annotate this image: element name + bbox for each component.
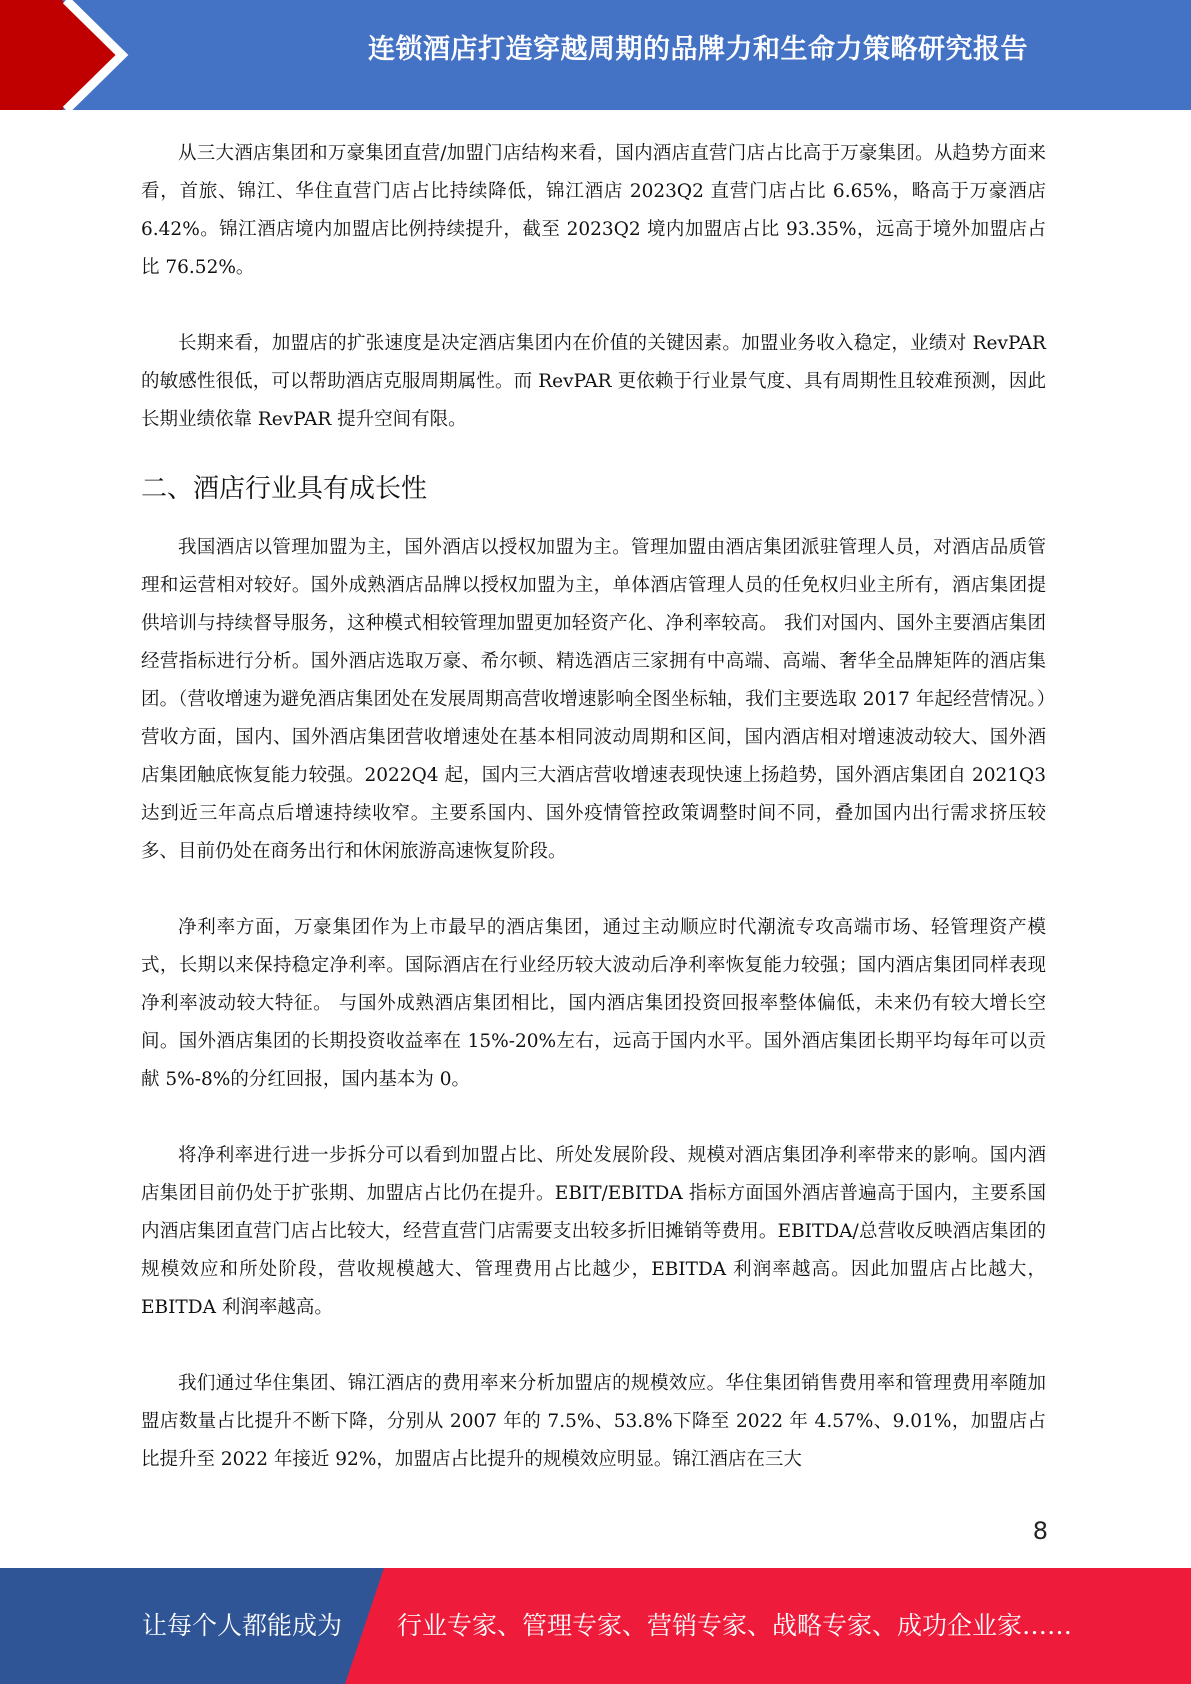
paragraph-franchise-models: 我国酒店以管理加盟为主，国外酒店以授权加盟为主。管理加盟由酒店集团派驻管理人员，对酒店品质管理和运营相对较好。国外成熟酒店品牌以授权加盟为主，单体酒店管理人员的任免权归业主所有，酒店集团提供培训与持续督导服务，这种模式相较管理加盟更加轻资产化、净利率较高。 我们对国内、国外主要酒店集团经营指标进行分析。国外酒店选取万豪、希尔顿、精选酒店三家拥有中高端、高端、奢华全品牌矩阵的酒店集团。（营收增速为避免酒店集团处在发展周期高营收增速影响全图坐标轴，我们主要选取 2017 年起经营情况。）营收方面，国内、国外酒店集团营收增速处在基本相同波动周期和区间，国内酒店相对增速波动较大、国外酒店集团触底恢复能力较强。2022Q4 起，国内三大酒店营收增速表现快速上扬趋势，国外酒店集团自 2021Q3 达到近三年高点后增速持续收窄。主要系国内、国外疫情管控政策调整时间不同，叠加国内出行需求挤压较多、目前仍处在商务出行和休闲旅游高速恢复阶段。 [141,537,1046,862]
paragraph-net-margin: 净利率方面，万豪集团作为上市最早的酒店集团，通过主动顺应时代潮流专攻高端市场、轻管理资产模式，长期以来保持稳定净利率。国际酒店在行业经历较大波动后净利率恢复能力较强；国内酒店集团同样表现净利率波动较大特征。 与国外成熟酒店集团相比，国内酒店集团投资回报率整体偏低，未来仍有较大增长空间。国外酒店集团的长期投资收益率在 15%-20%左右，远高于国内水平。国外酒店集团长期平均每年可以贡献 5%-8%的分红回报，国内基本为 0。 [141,917,1046,1090]
paragraph-store-structure: 从三大酒店集团和万豪集团直营/加盟门店结构来看，国内酒店直营门店占比高于万豪集团。从趋势方面来看，首旅、锦江、华住直营门店占比持续降低，锦江酒店 2023Q2 直营门店占比 6.65%，略高于万豪酒店 6.42%。锦江酒店境内加盟店比例持续提升，截至 2023Q2 境内加盟店占比 93.35%，远高于境外加盟店占比 76.52%。 [141,143,1046,278]
section-heading: 二、酒店行业具有成长性 [141,474,428,504]
page-header [0,0,1191,110]
footer-slogan-lead: 让每个人都能成为 [142,1611,343,1640]
document-body [141,135,1046,1517]
page-number: 8 [1032,1517,1048,1545]
paragraph-ebitda: 将净利率进行进一步拆分可以看到加盟占比、所处发展阶段、规模对酒店集团净利率带来的影响。国内酒店集团目前仍处于扩张期、加盟店占比仍在提升。EBIT/EBITDA 指标方面国外酒店普遍高于国内，主要系国内酒店集团直营门店占比较大，经营直营门店需要支出较多折旧摊销等费用。EBITDA/总营收反映酒店集团的规模效应和所处阶段，营收规模越大、管理费用占比越少，EBITDA 利润率越高。因此加盟店占比越大，EBITDA 利润率越高。 [141,1145,1046,1318]
page-footer [0,1568,1191,1684]
paragraph-franchise-expansion: 长期来看，加盟店的扩张速度是决定酒店集团内在价值的关键因素。加盟业务收入稳定，业绩对 RevPAR 的敏感性很低，可以帮助酒店克服周期属性。而 RevPAR 更依赖于行业景气度、具有周期性且较难预测，因此长期业绩依靠 RevPAR 提升空间有限。 [141,333,1046,430]
report-title: 连锁酒店打造穿越周期的品牌力和生命力策略研究报告 [368,34,1028,65]
paragraph-expense-ratio: 我们通过华住集团、锦江酒店的费用率来分析加盟店的规模效应。华住集团销售费用率和管理费用率随加盟店数量占比提升不断下降，分别从 2007 年的 7.5%、53.8%下降至 2022 年 4.57%、9.01%，加盟店占比提升至 2022 年接近 92%，加盟店占比提升的规模效应明显。锦江酒店在三大 [141,1373,1046,1470]
footer-slogan-roles: 行业专家、管理专家、营销专家、战略专家、成功企业家…… [397,1611,1073,1640]
